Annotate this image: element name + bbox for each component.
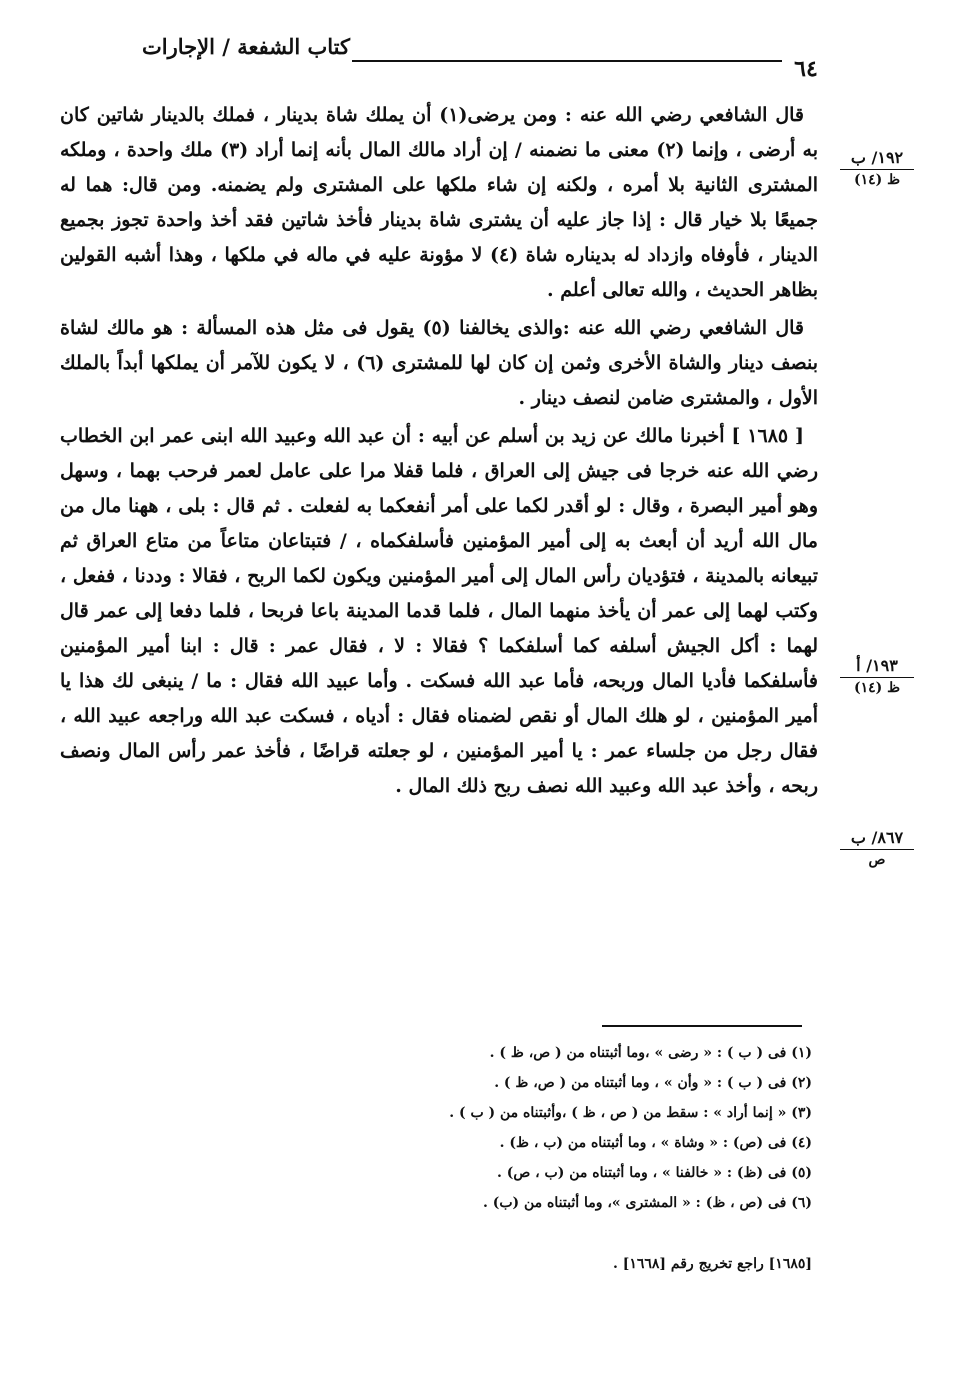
paragraph-body: : ومن يرضى(١) أن يملك شاة بدينار ، فملك بالدينار شاتين كان به أرضى ، وإنما (٢) معنى ما نضمنه / إن أراد مالك المال بأنه إنما أراد (٣) ملك واحدة ، وملكه المشترى الثانية بلا أمره ، ولكنه إن شاء ملكها على المشترى ولم يضمنه. ومن قال: هما له جميعًا بلا خيار قال : إذا جاز عليه أن يشترى شاة بدينار فأخذ شاتين فقد أخذ واحدة تجوز بجميع الدينار ، فأوفاه وازداد له بديناره شاة (٤) لا مؤونة عليه في ماله في ملكها ، وهذا أشبه القولين بظاهر الحديث ، والله تعالى أعلم .: [60, 104, 819, 301]
margin-note-ref: ٨٦٧/ ب: [840, 828, 914, 850]
paragraph-body: أخبرنا مالك عن زيد بن أسلم عن أبيه : أن عبد الله وعبيد الله ابنى عمر ابن الخطاب رضي الله عنه خرجا فى جيش إلى العراق ، فلما قفلا مرا على عامل لعمر فرحب بهما ، وسهل وهو أمير البصرة ، وقال : لو أقدر لكما على أمر أنفعكما به لفعلت . ثم قال : بلى ، ههنا مال من مال الله أريد أن أبعث به إلى أمير المؤمنين فأسلفكماه ، / فتبتاعان متاعاً من متاع العراق ثم تبيعانه بالمدينة ، فتؤديان رأس المال إلى أمير المؤمنين ويكون لكما الربح ، فقالا : وددنا ، ففعل ، وكتب لهما إلى عمر أن يأخذ منهما المال ، فلما قدما المدينة باعا فربحا ، فلما دفعا إلى عمر قال لهما : أكل الجيش أسلفه كما أسلفكما ؟ فقالا : لا ، فقال عمر : قال : ابنا أمير المؤمنين فأسلفكما فأديا المال وربحه، فأما عبد الله فسكت . وأما عبيد الله فقال : ما / ينبغى لك هذا يا أمير المؤمنين ، لو هلك المال أو نقص لضمناه فقال : أدياه ، فسكت عبد الله وراجعه عبيد الله ، فقال رجل من جلساء عمر : يا أمير المؤمنين ، لو جعلته قراضًا ، فأخذ عمر رأس المال ونصف ربحه ، وأخذ عبد الله وعبيد الله نصف ربح ذلك المال .: [60, 425, 818, 797]
hadith-number: [ ١٦٨٥ ]: [731, 425, 805, 447]
footnote-item: (٦) فى (ص ، ظ) : « المشترى »، وما أثبتناه من (ب) .: [482, 1195, 812, 1211]
header-rule: [352, 60, 782, 62]
footnote-item: (٣) « إنما أراد » : سقط من ( ص ، ظ ) ،وأثبتناه من ( ب ) .: [449, 1105, 812, 1121]
margin-note-manuscript: ص: [868, 852, 886, 868]
footnote-item: (٢) فى ( ب ) : « وأن » ، وما أثبتناه من ( ص، ظ ) .: [494, 1075, 812, 1091]
margin-note-folio-193a: [840, 656, 914, 696]
footnote-rule: [602, 1025, 802, 1027]
margin-note-manuscript: ظ (١٤): [853, 172, 901, 188]
running-title: كتاب الشفعة / الإجارات: [141, 34, 350, 59]
margin-note-ref: ١٩٣/ أ: [840, 656, 914, 678]
paragraph-speaker: قال الشافعي رضي الله عنه: [578, 317, 804, 339]
margin-note-ref: ١٩٢/ ب: [840, 148, 914, 170]
paragraph-shafii-1: [60, 98, 818, 308]
main-text: [60, 98, 818, 804]
source-note: [١٦٨٥] راجع تخريج رقم [١٦٦٨] .: [612, 1256, 812, 1272]
margin-note-folio-192b: [840, 148, 914, 188]
page-number: ٦٤: [794, 56, 818, 82]
paragraph-speaker: قال الشافعي رضي الله عنه: [579, 104, 804, 126]
footnote-item: (٤) فى (ص) : « وشاة » ، وما أثبتناه من (ب ، ظ) .: [499, 1135, 812, 1151]
paragraph-shafii-2: [60, 311, 818, 416]
margin-note-manuscript: ظ (١٤): [853, 680, 901, 696]
footnote-item: (٥) فى (ظ) : « خالفنا » ، وما أثبتناه من (ب ، ص) .: [496, 1165, 812, 1181]
footnote-item: (١) فى ( ب ) : « رضى » ،وما أثبتناه من ( ص، ظ ) .: [489, 1045, 812, 1061]
margin-note-folio-867b: [840, 828, 914, 868]
paragraph-body: :والذى يخالفنا (٥) يقول فى مثل هذه المسألة : هو مالك لشاة بنصف دينار والشاة الأخرى وثمن إن كان لها للمشترى (٦) ، لا يكون للآمر أن يملكها أبداً بالملك الأول ، والمشترى ضامن لنصف دينار .: [60, 317, 818, 409]
footnotes: [300, 1038, 812, 1218]
paragraph-hadith-1685: [60, 419, 818, 804]
